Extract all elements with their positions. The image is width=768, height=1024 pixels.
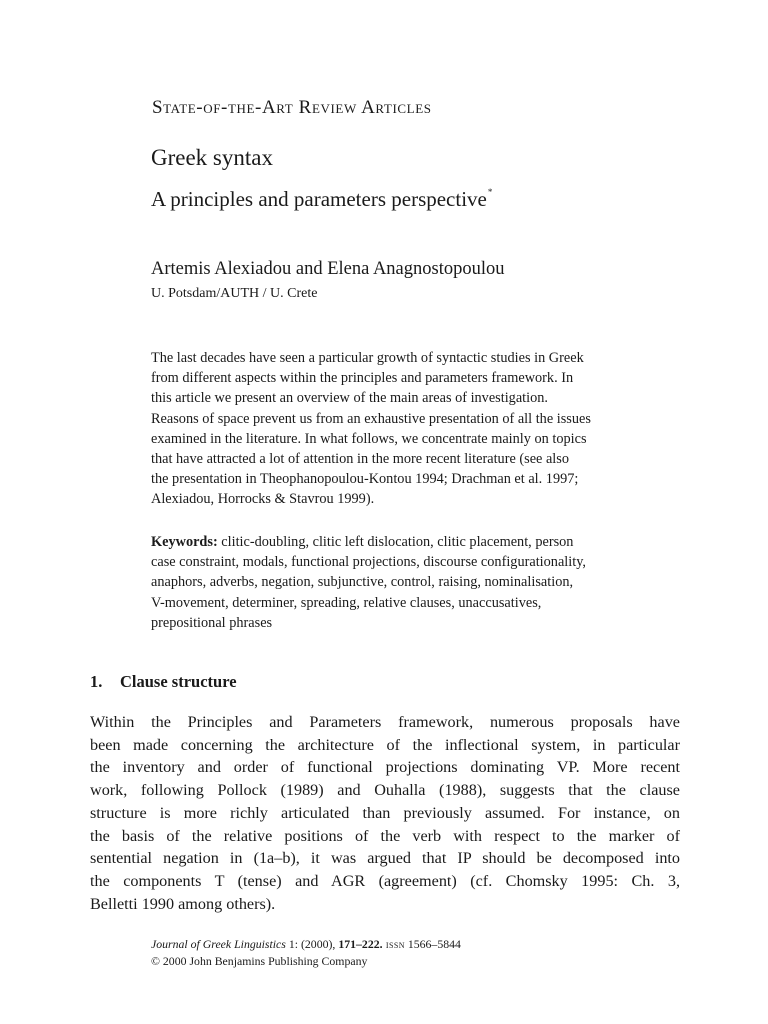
- article-title: Greek syntax: [151, 145, 273, 170]
- body-line: Belletti 1990 among others).: [90, 894, 276, 913]
- section-number: 1.: [90, 672, 103, 691]
- abstract-line: Alexiadou, Horrocks & Stavrou 1999).: [151, 491, 375, 508]
- issn-label: issn: [382, 937, 405, 951]
- body-line: Within the Principles and Parameters framework, numerous proposals have: [90, 713, 680, 731]
- body-line: sentential negation in (1a–b), it was argued that IP should be decomposed into: [90, 849, 680, 868]
- keywords-line: case constraint, modals, functional projections, discourse configurationality,: [151, 554, 587, 571]
- affiliation: U. Potsdam/AUTH / U. Crete: [151, 286, 318, 301]
- keywords-label: Keywords:: [151, 534, 218, 550]
- abstract-line: this article we present an overview of the main areas of investigation.: [151, 390, 548, 407]
- abstract-line: examined in the literature. In what follows, we concentrate mainly on topics: [151, 430, 587, 447]
- page-footer: [151, 936, 461, 970]
- body-line: structure is more richly articulated than previously assumed. For instance, on: [90, 803, 680, 822]
- keywords-line: anaphors, adverbs, negation, subjunctive, control, raising, nominalisation,: [151, 574, 574, 591]
- abstract-line: The last decades have seen a particular growth of syntactic studies in Greek: [151, 350, 584, 366]
- body-paragraph: [90, 711, 680, 915]
- body-line: work, following Pollock (1989) and Ouhalla (1988), suggests that the clause: [90, 781, 680, 800]
- authors: Artemis Alexiadou and Elena Anagnostopoulou: [151, 259, 505, 279]
- keywords-line: prepositional phrases: [151, 614, 273, 631]
- abstract-line: that have attracted a lot of attention in the more recent literature (see also: [151, 451, 569, 468]
- citation-line: [151, 936, 461, 953]
- copyright: © 2000 John Benjamins Publishing Company: [151, 954, 368, 968]
- abstract-line: Reasons of space prevent us from an exhaustive presentation of all the issues: [151, 410, 591, 427]
- keywords-first-line: [151, 532, 681, 552]
- keywords-text: clitic-doubling, clitic left dislocation, clitic placement, person: [217, 534, 574, 550]
- subtitle-text: A principles and parameters perspective: [151, 187, 487, 211]
- issn-number: 1566–5844: [404, 937, 461, 951]
- article-subtitle: [151, 187, 492, 212]
- body-line: been made concerning the architecture of the inflectional system, in particular: [90, 735, 680, 754]
- section-header: State-of-the-Art Review Articles: [152, 97, 432, 118]
- body-line: the components T (tense) and AGR (agreement) (cf. Chomsky 1995: Ch. 3,: [90, 871, 680, 890]
- footnote-marker[interactable]: *: [487, 187, 493, 197]
- abstract: [151, 348, 681, 510]
- journal-name: Journal of Greek Linguistics: [151, 937, 286, 951]
- journal-volume: 1: (2000),: [285, 937, 339, 951]
- body-line: the inventory and order of functional projections dominating VP. More recent: [90, 758, 680, 777]
- abstract-line: the presentation in Theophanopoulou-Kontou 1994; Drachman et al. 1997;: [151, 471, 579, 488]
- section-heading: [90, 672, 237, 692]
- journal-pages: 171–222.: [338, 937, 383, 951]
- keywords-line: V-movement, determiner, spreading, relative clauses, unaccusatives,: [151, 594, 542, 611]
- keywords: [151, 532, 681, 633]
- body-line: the basis of the relative positions of the verb with respect to the marker of: [90, 826, 680, 845]
- abstract-line: from different aspects within the principles and parameters framework. In: [151, 370, 574, 387]
- section-title: Clause structure: [120, 672, 237, 691]
